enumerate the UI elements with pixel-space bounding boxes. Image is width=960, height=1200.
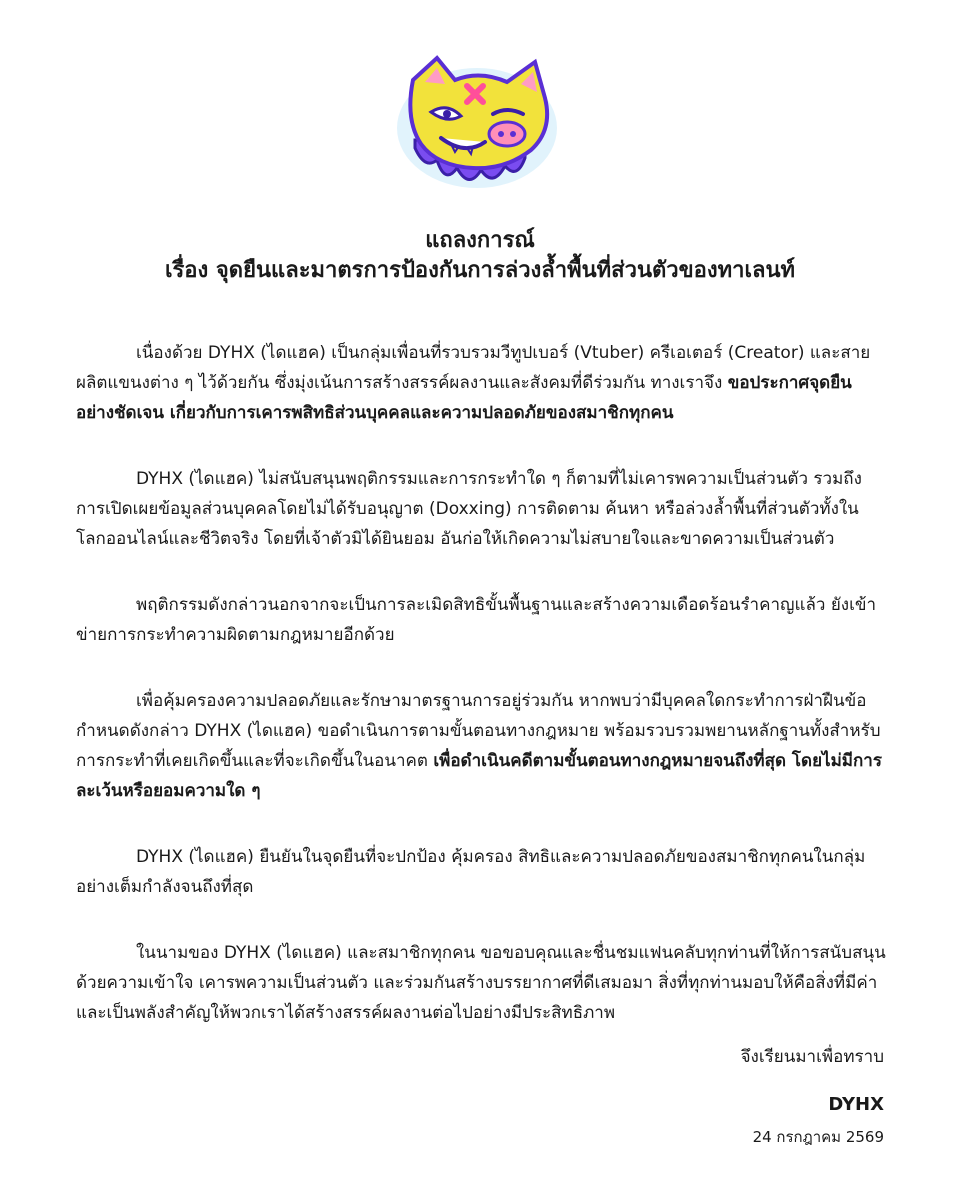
statement-heading: แถลงการณ์ bbox=[425, 228, 535, 253]
closing-regards: จึงเรียนมาเพื่อทราบ bbox=[740, 1047, 884, 1067]
dyhx-logo bbox=[385, 40, 575, 200]
signer-name: DYHX bbox=[828, 1094, 884, 1115]
paragraph-1 bbox=[76, 338, 886, 428]
paragraph-4-bold: เพื่อดำเนินคดีตามขั้นตอนทางกฎหมายจนถึงที่สุด โดยไม่มีการละเว้นหรือยอมความใด ๆ bbox=[76, 751, 882, 801]
statement-subject: เรื่อง จุดยืนและมาตรการป้องกันการล่วงล้ำพื้นที่ส่วนตัวของทาเลนท์ bbox=[164, 258, 796, 283]
statement-title bbox=[80, 226, 880, 286]
paragraph-4 bbox=[76, 686, 886, 806]
paragraph-5: DYHX (ไดแฮค) ยืนยันในจุดยืนที่จะปกป้อง คุ้มครอง สิทธิและความปลอดภัยของสมาชิกทุกคนในกลุ่มอย่างเต็มกำลังจนถึงที่สุด bbox=[76, 847, 866, 897]
paragraph-1-text: เนื่องด้วย DYHX (ไดแฮค) เป็นกลุ่มเพื่อนที่รวบรวมวีทูปเบอร์ (Vtuber) ครีเอเตอร์ (Creator) และสายผลิตแขนงต่าง ๆ ไว้ด้วยกัน ซึ่งมุ่งเน้นการสร้างสรรค์ผลงานและสังคมที่ดีร่วมกัน ทางเราจึง bbox=[76, 343, 871, 393]
closing-block bbox=[484, 1044, 884, 1148]
paragraph-2: DYHX (ไดแฮค) ไม่สนับสนุนพฤติกรรมและการกระทำใด ๆ ก็ตามที่ไม่เคารพความเป็นส่วนตัว รวมถึงการเปิดเผยข้อมูลส่วนบุคคลโดยไม่ได้รับอนุญาต (Doxxing) การติดตาม ค้นหา หรือล่วงล้ำพื้นที่ส่วนตัวทั้งในโลกออนไลน์และชีวิตจริง โดยที่เจ้าตัวมิได้ยินยอม อันก่อให้เกิดความไม่สบายใจและขาดความเป็นส่วนตัว bbox=[76, 469, 862, 549]
paragraph-1-bold: ขอประกาศจุดยืนอย่างชัดเจน เกี่ยวกับการเคารพสิทธิส่วนบุคคลและความปลอดภัยของสมาชิกทุกคน bbox=[76, 373, 852, 423]
statement-body bbox=[76, 338, 886, 1064]
cat-mascot-logo-icon bbox=[385, 40, 575, 200]
statement-date: 24 กรกฎาคม 2569 bbox=[752, 1128, 884, 1146]
paragraph-4-text: เพื่อคุ้มครองความปลอดภัยและรักษามาตรฐานการอยู่ร่วมกัน หากพบว่ามีบุคคลใดกระทำการฝ่าฝืนข้อกำหนดดังกล่าว DYHX (ไดแฮค) ขอดำเนินการตามขั้นตอนทางกฎหมาย พร้อมรวบรวมพยานหลักฐานทั้งสำหรับการกระทำที่เคยเกิดขึ้นและที่จะเกิดขึ้นในอนาคต bbox=[76, 691, 881, 771]
paragraph-6: ในนามของ DYHX (ไดแฮค) และสมาชิกทุกคน ขอขอบคุณและชื่นชมแฟนคลับทุกท่านที่ให้การสนับสนุนด้วยความเข้าใจ เคารพความเป็นส่วนตัว และร่วมกันสร้างบรรยากาศที่ดีเสมอมา สิ่งที่ทุกท่านมอบให้คือสิ่งที่มีค่าและเป็นพลังสำคัญให้พวกเราได้สร้างสรรค์ผลงานต่อไปอย่างมีประสิทธิภาพ bbox=[76, 943, 886, 1023]
paragraph-3: พฤติกรรมดังกล่าวนอกจากจะเป็นการละเมิดสิทธิขั้นพื้นฐานและสร้างความเดือดร้อนรำคาญแล้ว ยังเข้าข่ายการกระทำความผิดตามกฎหมายอีกด้วย bbox=[76, 595, 877, 645]
